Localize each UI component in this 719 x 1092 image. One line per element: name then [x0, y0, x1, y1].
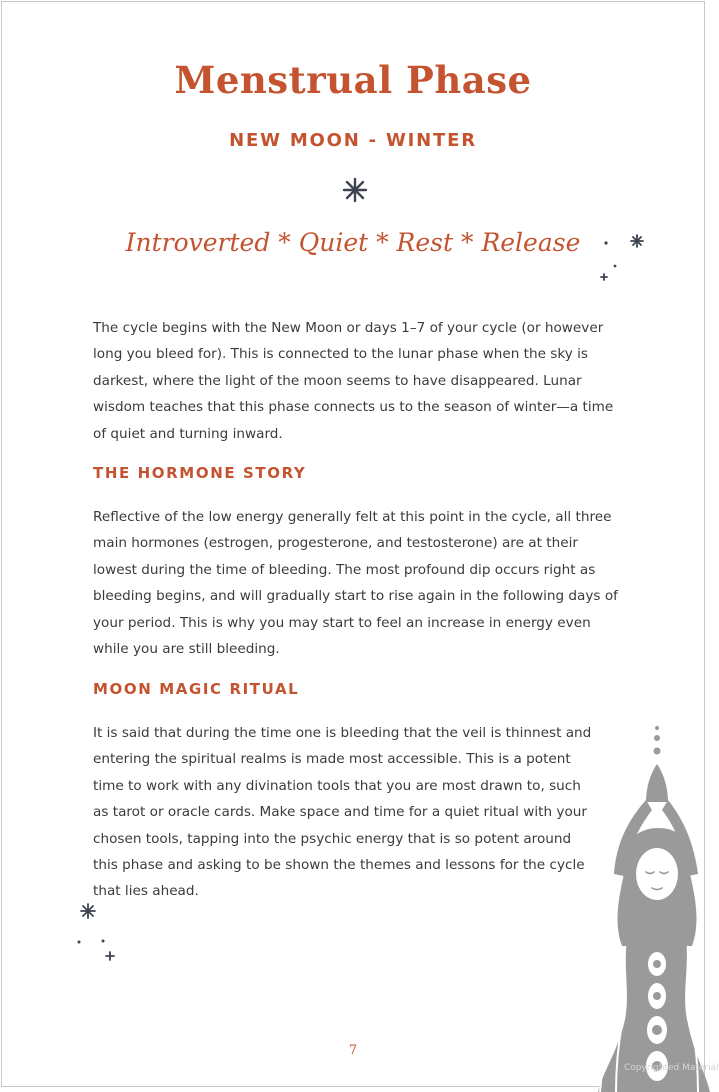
- page-number: 7: [348, 1043, 358, 1058]
- book-page: [1, 1, 719, 1087]
- copyright-watermark: Copyrighted Material: [624, 1063, 719, 1073]
- intro-paragraph: The cycle begins with the New Moon or days 1–7 of your cycle (or however long you bleed for). This is connected to the lunar phase when the sky is darkest, where the light of the moon seems to have disappeared. Lunar wisdom teaches that this phase connects us to the season of winter—a time of quiet and turning inward.: [93, 320, 614, 442]
- section-heading-moon-magic-ritual: MOON MAGIC RITUAL: [93, 680, 300, 698]
- praying-woman-illustration: [580, 724, 710, 1092]
- page-title: Menstrual Phase: [174, 58, 532, 102]
- moon-magic-ritual-paragraph: It is said that during the time one is bleeding that the veil is thinnest and entering the spiritual realms is made most accessible. This is a potent time to work with any divination tools that you are most drawn to, such as tarot or oracle cards. Make space and time for a quiet ritual with your chosen tools, tapping into the psychic energy that is so potent around this phase and asking to be shown the themes and lessons for the cycle that lies ahead.: [93, 725, 592, 900]
- page-subtitle: NEW MOON - WINTER: [229, 130, 477, 151]
- section-heading-hormone-story: THE HORMONE STORY: [93, 464, 307, 482]
- hormone-story-paragraph: Reflective of the low energy generally felt at this point in the cycle, all three main hormones (estrogen, progesterone, and testosterone) are at their lowest during the time of bleeding. The most profound dip occurs right as bleeding begins, and will gradually start to rise again in the following days of your period. This is why you may start to feel an increase in energy even while you are still bleeding.: [93, 509, 618, 658]
- page-tagline: Introverted * Quiet * Rest * Release: [125, 228, 581, 257]
- sparkle-icon: [72, 900, 122, 964]
- sparkle-icon: [596, 230, 648, 284]
- star-icon: [343, 178, 367, 202]
